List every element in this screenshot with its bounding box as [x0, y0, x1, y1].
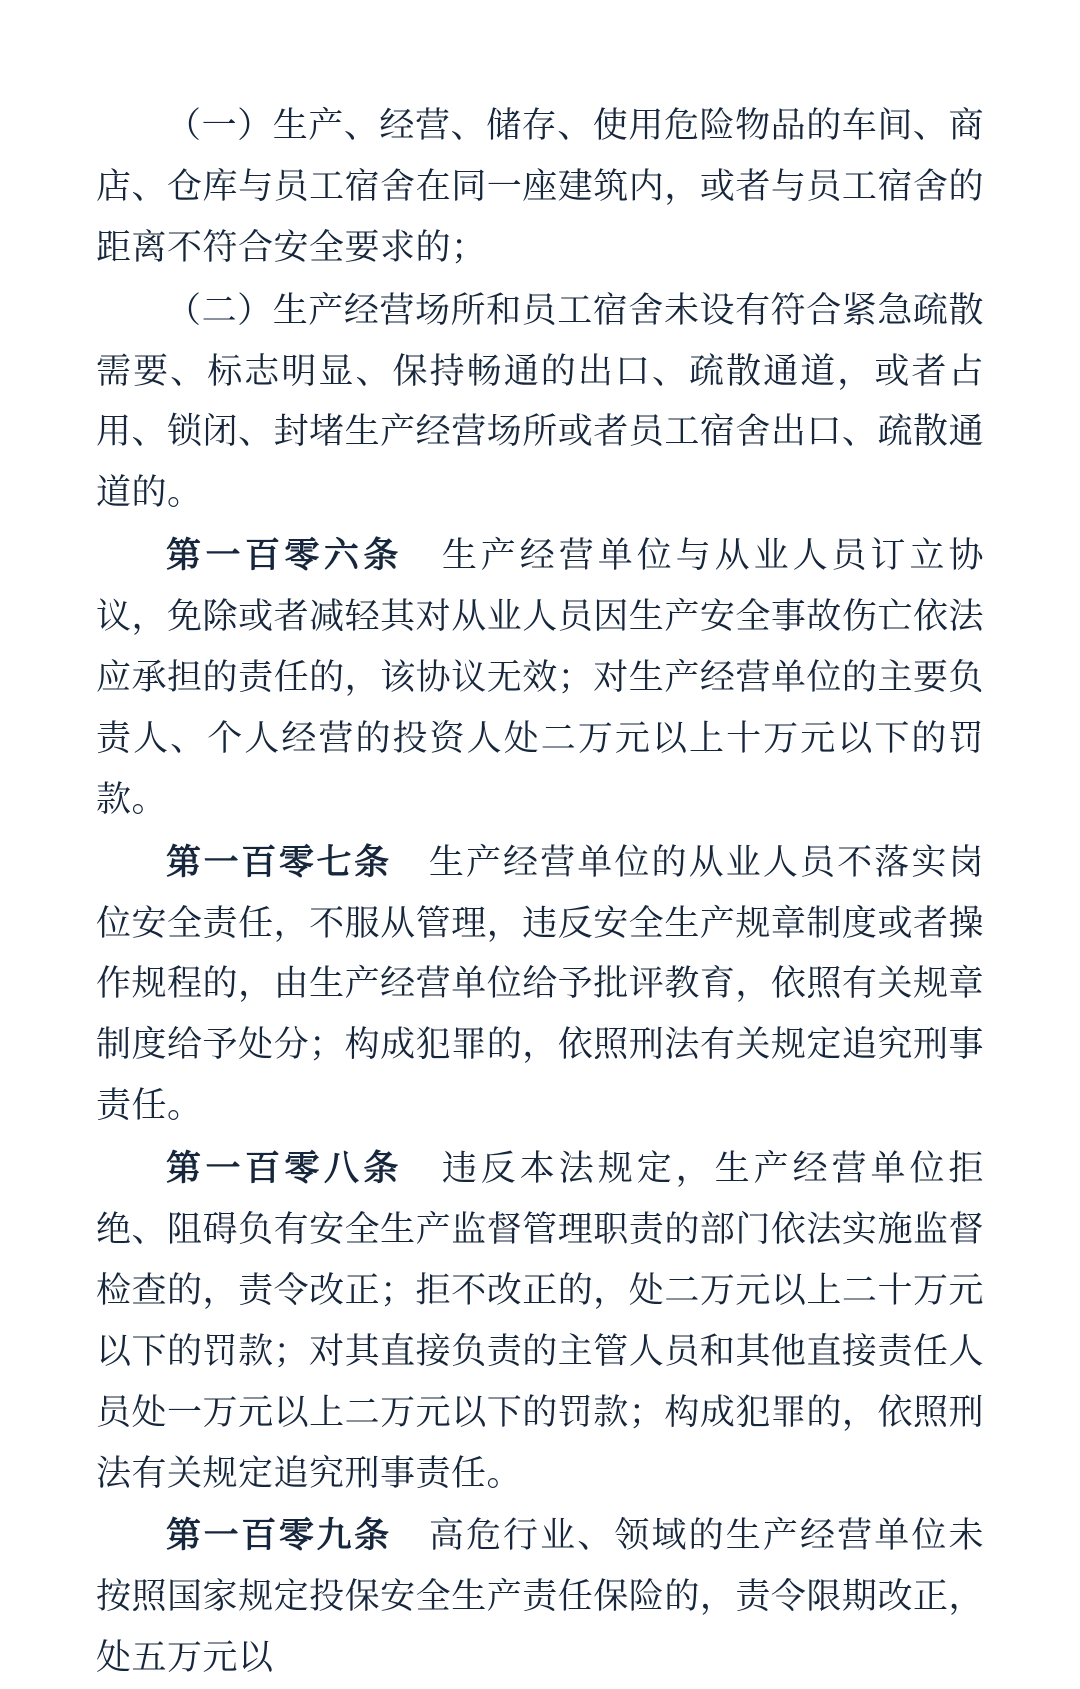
article-label: 第一百零九条 — [166, 1515, 392, 1557]
article-paragraph-109 — [96, 1506, 984, 1689]
article-paragraph-107 — [96, 833, 984, 1137]
article-label: 第一百零八条 — [166, 1148, 403, 1190]
paragraph-text: 违反本法规定，生产经营单位拒绝、阻碍负有安全生产监督管理职责的部门依法实施监督检查的，责令改正；拒不改正的，处二万元以上二十万元以下的罚款；对其直接负责的主管人员和其他直接责任人员处一万元以上二万元以下的罚款；构成犯罪的，依照刑法有关规定追究刑事责任。 — [96, 1149, 984, 1494]
paragraph-text: 生产经营单位的从业人员不落实岗位安全责任，不服从管理，违反安全生产规章制度或者操作规程的，由生产经营单位给予批评教育，依照有关规章制度给予处分；构成犯罪的，依照刑法有关规定追究刑事责任。 — [96, 842, 984, 1127]
paragraph-text: 高危行业、领域的生产经营单位未按照国家规定投保安全生产责任保险的，责令限期改正，处五万元以 — [96, 1516, 984, 1679]
article-paragraph-106 — [96, 526, 984, 830]
paragraph-text: （一）生产、经营、储存、使用危险物品的车间、商店、仓库与员工宿舍在同一座建筑内，或者与员工宿舍的距离不符合安全要求的； — [96, 106, 984, 268]
paragraph-text: （二）生产经营场所和员工宿舍未设有符合紧急疏散需要、标志明显、保持畅通的出口、疏散通道，或者占用、锁闭、封堵生产经营场所或者员工宿舍出口、疏散通道的。 — [96, 290, 984, 514]
article-label: 第一百零七条 — [166, 841, 392, 883]
article-label: 第一百零六条 — [166, 535, 403, 577]
list-item — [96, 96, 984, 279]
list-item — [96, 281, 984, 525]
paragraph-text: 生产经营单位与从业人员订立协议，免除或者减轻其对从业人员因生产安全事故伤亡依法应承担的责任的，该协议无效；对生产经营单位的主要负责人、个人经营的投资人处二万元以上十万元以下的罚款。 — [96, 536, 984, 820]
article-paragraph-108 — [96, 1139, 984, 1504]
